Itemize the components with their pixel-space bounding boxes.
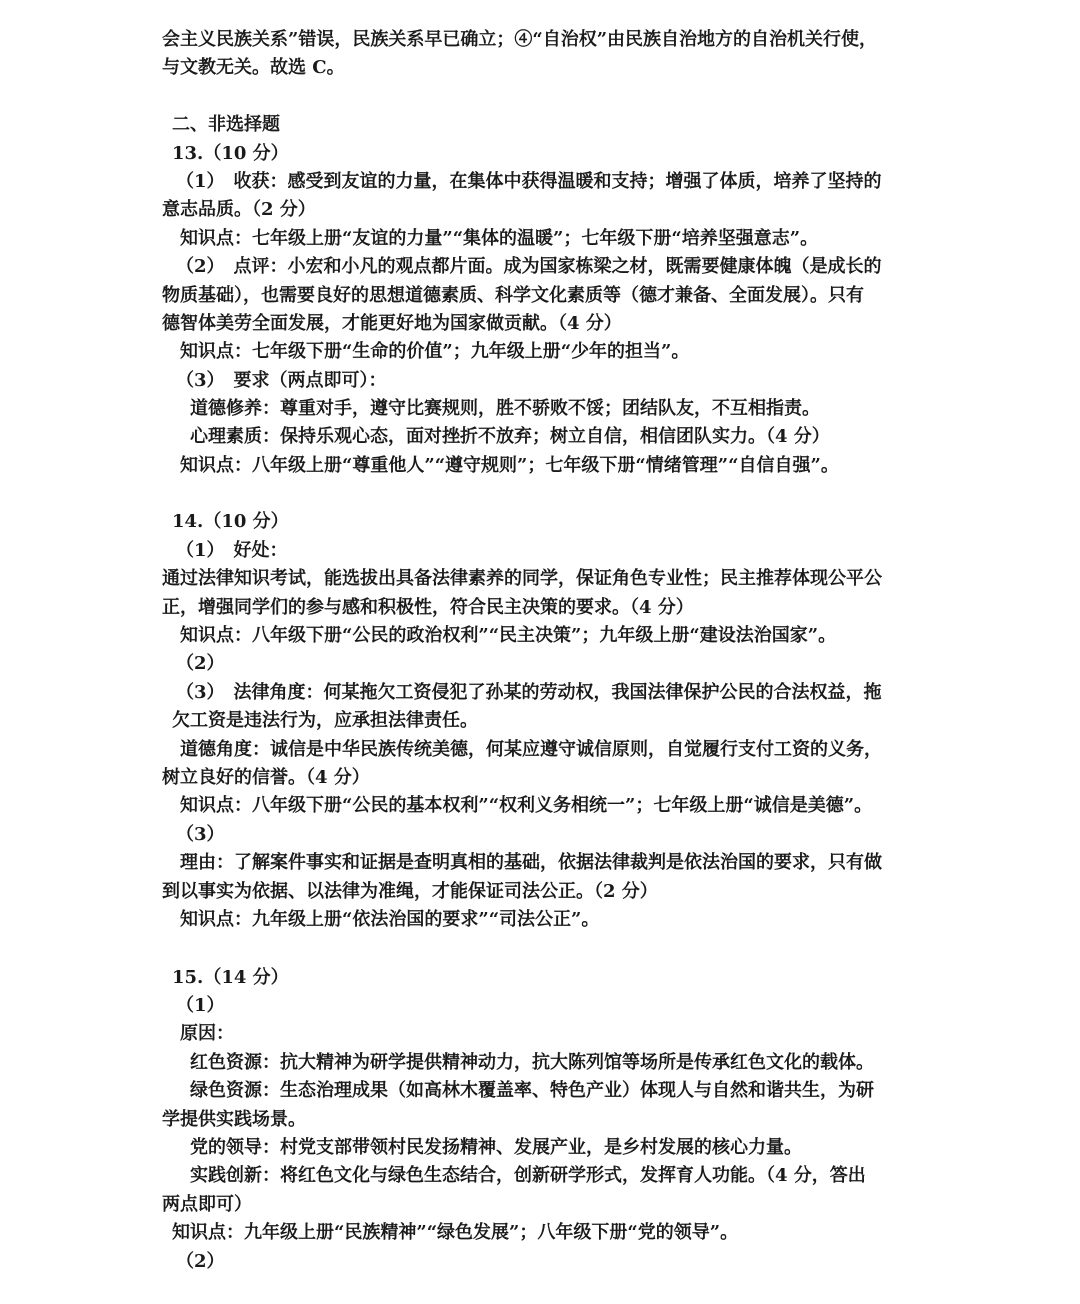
question-heading: 14.（10 分） — [172, 511, 289, 532]
text-line: 理由：了解案件事实和证据是查明真相的基础，依据法律裁判是依法治国的要求，只有做 — [180, 852, 882, 873]
text-line: 物质基础），也需要良好的思想道德素质、科学文化素质等（德才兼备、全面发展）。只有 — [162, 285, 864, 306]
text-line: （3） 法律角度：何某拖欠工资侵犯了孙某的劳动权，我国法律保护公民的合法权益，拖 — [176, 682, 882, 703]
text-line: 学提供实践场景。 — [162, 1109, 306, 1130]
text-line: 正，增强同学们的参与感和积极性，符合民主决策的要求。（4 分） — [162, 597, 694, 618]
text-line: （1） 好处： — [176, 540, 288, 561]
text-line: 红色资源：抗大精神为研学提供精神动力，抗大陈列馆等场所是传承红色文化的载体。 — [190, 1052, 874, 1073]
text-line: （2） — [176, 653, 225, 674]
text-line: 道德角度：诚信是中华民族传统美德，何某应遵守诚信原则，自觉履行支付工资的义务， — [180, 739, 882, 760]
text-line: （2） 点评：小宏和小凡的观点都片面。成为国家栋梁之材，既需要健康体魄（是成长的 — [176, 256, 882, 277]
text-line: 与文教无关。故选 C。 — [162, 57, 345, 78]
text-line: （3） 要求（两点即可）： — [176, 370, 387, 391]
text-line: 德智体美劳全面发展，才能更好地为国家做贡献。（4 分） — [162, 313, 622, 334]
knowledge-point: 知识点：八年级下册“公民的政治权利”“民主决策”；九年级上册“建设法治国家”。 — [180, 625, 837, 646]
text-line: 心理素质：保持乐观心态，面对挫折不放弃；树立自信，相信团队实力。（4 分） — [190, 426, 830, 447]
text-line: 到以事实为依据、以法律为准绳，才能保证司法公正。（2 分） — [162, 881, 658, 902]
text-line: 原因： — [180, 1023, 234, 1044]
text-line: （3） — [176, 824, 225, 845]
text-line: 道德修养：尊重对手，遵守比赛规则，胜不骄败不馁；团结队友，不互相指责。 — [190, 398, 820, 419]
text-line: 树立良好的信誉。（4 分） — [162, 767, 370, 788]
text-line: 欠工资是违法行为，应承担法律责任。 — [172, 710, 478, 731]
text-line: 绿色资源：生态治理成果（如高林木覆盖率、特色产业）体现人与自然和谐共生，为研 — [190, 1080, 874, 1101]
section-heading: 二、非选择题 — [172, 114, 280, 135]
knowledge-point: 知识点：八年级下册“公民的基本权利”“权利义务相统一”；七年级上册“诚信是美德”。 — [180, 795, 873, 816]
text-line: （1） — [176, 995, 225, 1016]
text-line: （2） — [176, 1251, 225, 1272]
text-line: 党的领导：村党支部带领村民发扬精神、发展产业，是乡村发展的核心力量。 — [190, 1137, 802, 1158]
text-line: （1） 收获：感受到友谊的力量，在集体中获得温暖和支持；增强了体质，培养了坚持的 — [176, 171, 882, 192]
question-heading: 15.（14 分） — [172, 967, 289, 988]
knowledge-point: 知识点：九年级上册“民族精神”“绿色发展”；八年级下册“党的领导”。 — [172, 1222, 739, 1243]
text-line: 会主义民族关系”错误，民族关系早已确立；④“自治权”由民族自治地方的自治机关行使， — [162, 29, 878, 50]
text-line: 两点即可） — [162, 1194, 252, 1215]
knowledge-point: 知识点：七年级上册“友谊的力量”“集体的温暖”；七年级下册“培养坚强意志”。 — [180, 228, 819, 249]
text-line: 实践创新：将红色文化与绿色生态结合，创新研学形式，发挥育人功能。（4 分，答出 — [190, 1165, 866, 1186]
knowledge-point: 知识点：八年级上册“尊重他人”“遵守规则”；七年级下册“情绪管理”“自信自强”。 — [180, 455, 839, 476]
knowledge-point: 知识点：七年级下册“生命的价值”；九年级上册“少年的担当”。 — [180, 341, 690, 362]
question-heading: 13.（10 分） — [172, 143, 289, 164]
text-line: 意志品质。（2 分） — [162, 199, 316, 220]
text-line: 通过法律知识考试，能选拔出具备法律素养的同学，保证角色专业性；民主推荐体现公平公 — [162, 568, 882, 589]
knowledge-point: 知识点：九年级上册“依法治国的要求”“司法公正”。 — [180, 909, 600, 930]
